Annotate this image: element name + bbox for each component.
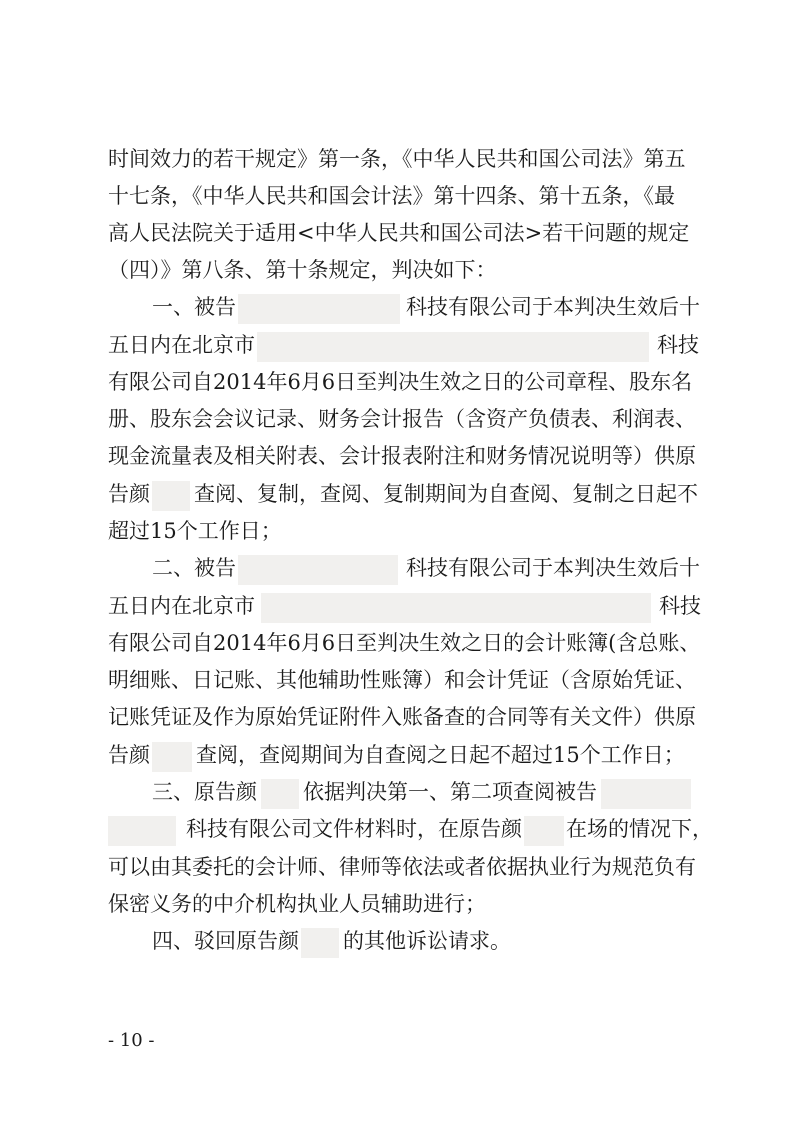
text-segment: 有限公司自2014年6月6日至判决生效之日的会计账簿(含总账、	[108, 631, 701, 655]
text-segment: 高人民法院关于适用<中华人民共和国公司法>若干问题的规定	[108, 221, 690, 245]
text-line	[108, 513, 696, 549]
redaction-block	[152, 481, 190, 511]
text-line	[108, 215, 696, 251]
text-segment: 三、原告颜	[152, 780, 257, 804]
text-segment: 科技有限公司文件材料时，在原告颜	[186, 817, 522, 841]
text-line	[108, 141, 696, 177]
text-segment: 十七条，《中华人民共和国会计法》第十四条、第十五条，《最	[108, 184, 675, 208]
text-line	[108, 252, 696, 288]
text-line	[108, 737, 696, 773]
text-line	[108, 364, 696, 400]
redaction-block	[257, 332, 649, 362]
text-segment: 一、被告	[152, 295, 236, 319]
text-segment: 册、股东会会议记录、财务会计报告（含资产负债表、利润表、	[108, 407, 696, 431]
text-segment: 五日内在北京市	[108, 333, 255, 357]
text-segment: 查阅、复制，查阅、复制期间为自查阅、复制之日起不	[194, 482, 698, 506]
text-segment: 告颜	[108, 482, 150, 506]
text-segment: 科技	[659, 594, 701, 618]
text-line	[108, 476, 696, 512]
text-segment: 明细账、日记账、其他辅助性账簿）和会计凭证（含原始凭证、	[108, 668, 696, 692]
text-segment: 可以由其委托的会计师、律师等依法或者依据执业行为规范负有	[108, 855, 696, 879]
text-line	[108, 588, 701, 624]
text-line	[108, 327, 699, 363]
text-segment: 有限公司自2014年6月6日至判决生效之日的公司章程、股东名	[108, 370, 693, 394]
text-segment: 告颜	[108, 743, 150, 767]
redaction-block	[261, 779, 299, 809]
text-line	[108, 438, 696, 474]
redaction-block	[301, 928, 339, 958]
text-line	[108, 625, 701, 661]
redaction-block	[238, 555, 398, 585]
text-segment: （四）》第八条、第十条规定，判决如下：	[108, 258, 497, 282]
text-segment: 现金流量表及相关附表、会计报表附注和财务情况说明等）供原	[108, 444, 696, 468]
text-line	[108, 662, 696, 698]
text-segment: 科技有限公司于本判决生效后十	[406, 295, 700, 319]
text-line	[108, 401, 696, 437]
text-segment: 超过15个工作日；	[108, 519, 282, 543]
text-segment: 四、驳回原告颜	[152, 929, 299, 953]
redaction-block	[108, 816, 176, 846]
redaction-block	[152, 742, 192, 772]
text-segment: 二、被告	[152, 556, 236, 580]
text-segment: 在场的情况下，	[566, 817, 713, 841]
redaction-block	[524, 816, 564, 846]
text-segment: 时间效力的若干规定》第一条，《中华人民共和国公司法》第五	[108, 147, 686, 171]
text-line	[108, 699, 696, 735]
text-line	[108, 811, 713, 847]
text-segment: 依据判决第一、第二项查阅被告	[303, 780, 597, 804]
text-line	[108, 178, 696, 214]
text-segment: 科技	[657, 333, 699, 357]
redaction-block	[601, 779, 691, 809]
text-segment: 五日内在北京市	[108, 594, 255, 618]
judgment-item-3	[108, 774, 740, 810]
judgment-item-4	[108, 923, 740, 959]
text-segment: 的其他诉讼请求。	[343, 929, 511, 953]
redaction-block	[261, 593, 651, 623]
text-line	[108, 849, 696, 885]
text-segment: 保密义务的中介机构执业人员辅助进行；	[108, 892, 486, 916]
judgment-item-2	[108, 550, 740, 586]
text-segment: 查阅，查阅期间为自查阅之日起不超过15个工作日；	[196, 743, 685, 767]
redaction-block	[238, 294, 400, 324]
text-line	[108, 886, 696, 922]
judgment-item-1	[108, 289, 740, 325]
text-segment: 科技有限公司于本判决生效后十	[406, 556, 700, 580]
text-segment: 记账凭证及作为原始凭证附件入账备查的合同等有关文件）供原	[108, 705, 696, 729]
page-number: - 10 -	[108, 1030, 155, 1051]
